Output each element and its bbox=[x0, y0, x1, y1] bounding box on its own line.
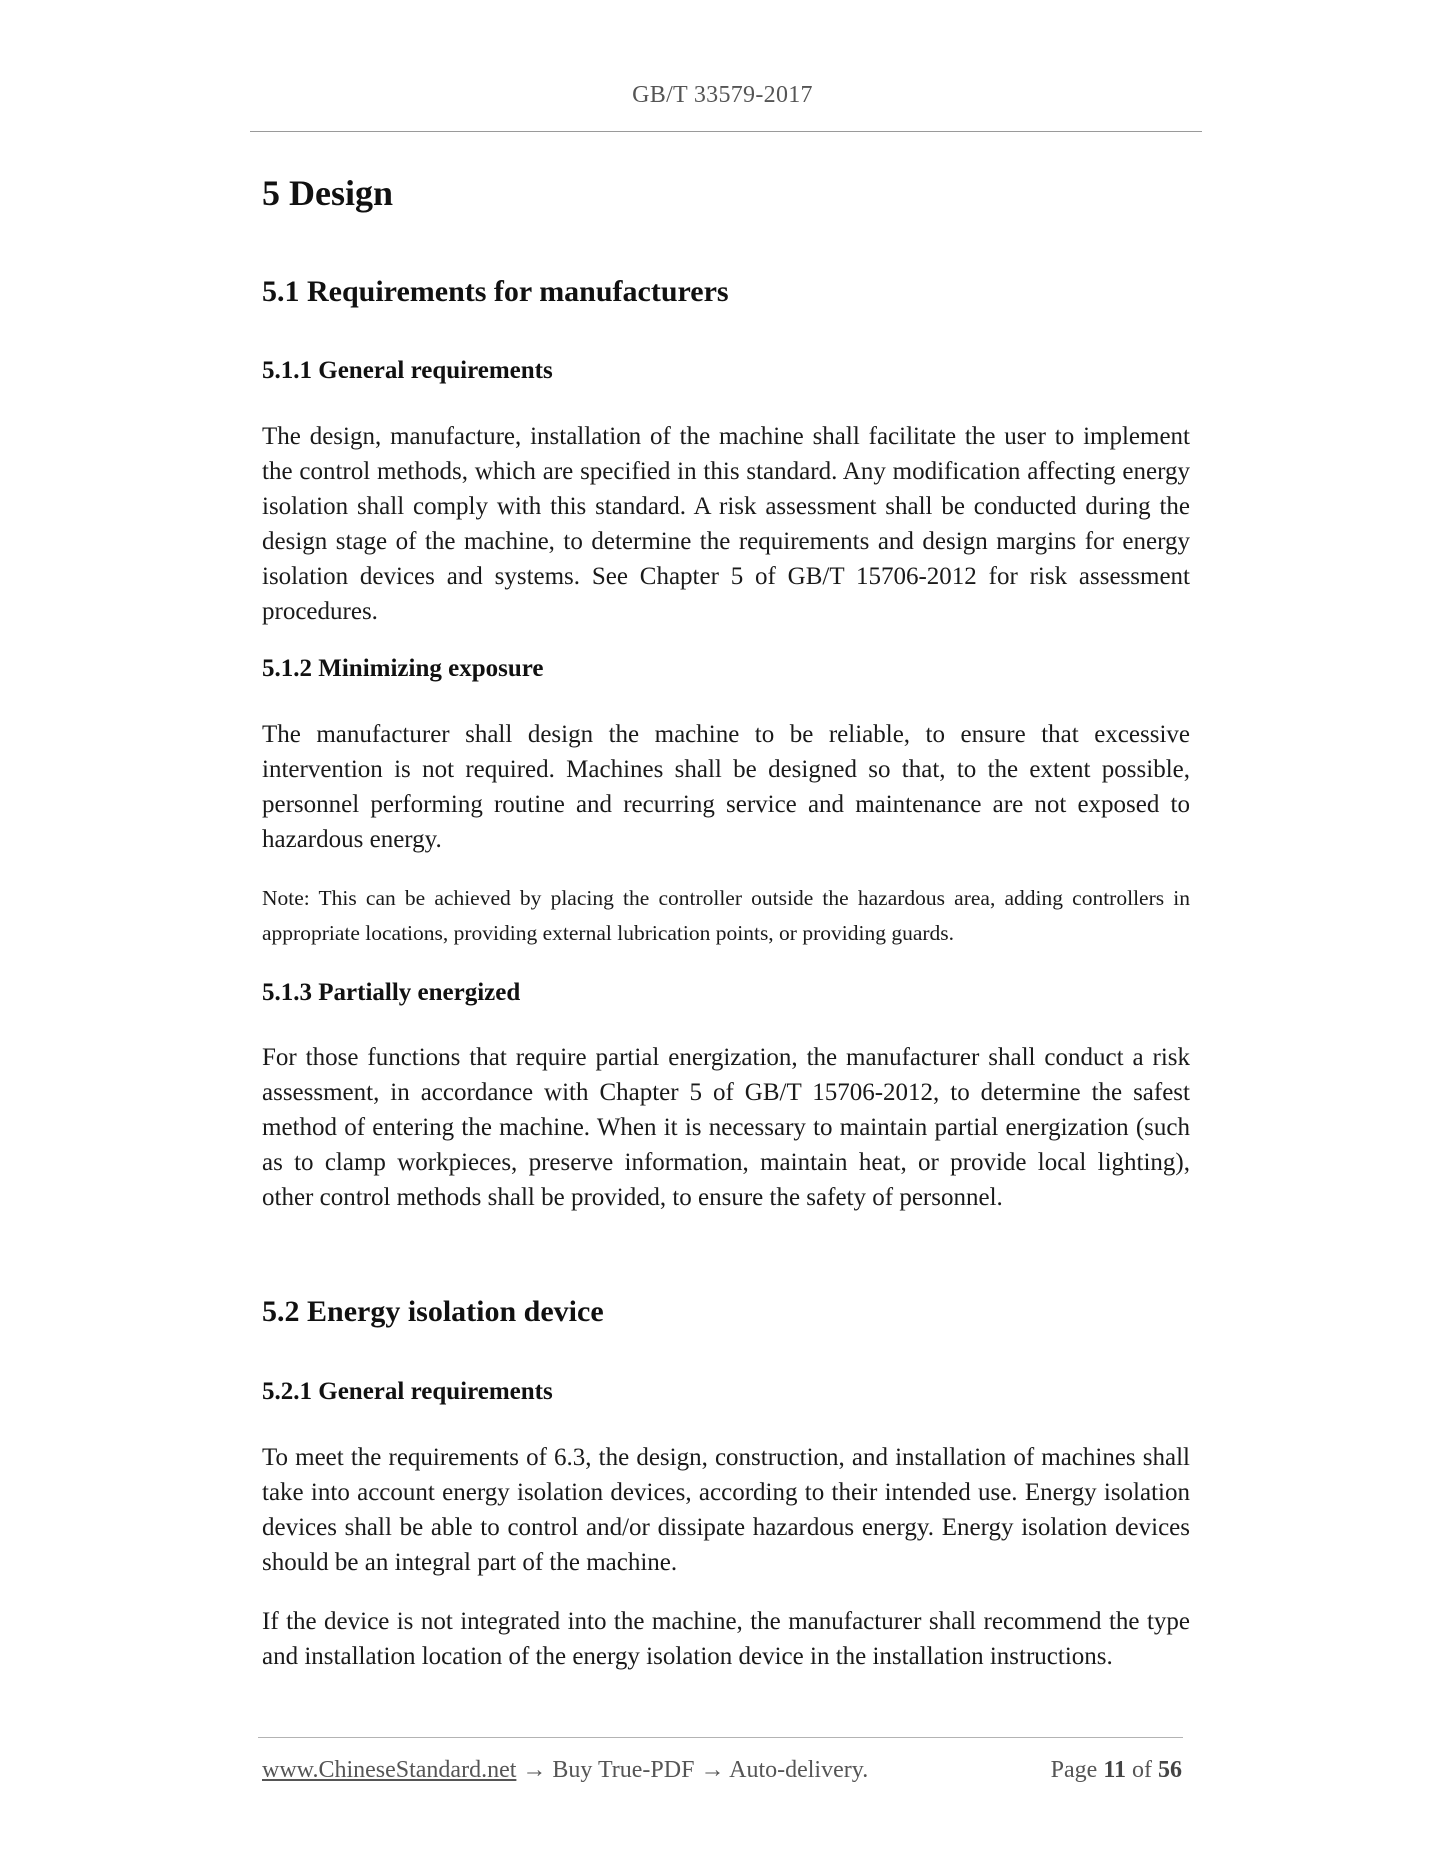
running-header: GB/T 33579-2017 bbox=[632, 82, 813, 108]
section-title: 5 Design bbox=[262, 173, 394, 213]
header-divider bbox=[250, 131, 1202, 132]
footer-promo-text: → Buy True-PDF → Auto-delivery. bbox=[516, 1757, 869, 1783]
paragraph-5-2-1-b: If the device is not integrated into the machine, the manufacturer shall recommend the type and installation location of the energy isolation device in the installation instructions. bbox=[262, 1608, 1190, 1670]
subsection-title-5-1: 5.1 Requirements for manufacturers bbox=[262, 275, 729, 308]
clause-title-5-1-1: 5.1.1 General requirements bbox=[262, 357, 553, 384]
page-indicator bbox=[1051, 1757, 1182, 1784]
clause-title-5-1-3: 5.1.3 Partially energized bbox=[262, 979, 521, 1006]
paragraph-5-2-1-a: To meet the requirements of 6.3, the design, construction, and installation of machines shall take into account energy isolation devices, according to their intended use. Energy isolation devices shall be able to control and/or dissipate hazardous energy. Energy isolation devices should be an integral part of the machine. bbox=[262, 1444, 1190, 1576]
clause-title-5-2-1: 5.2.1 General requirements bbox=[262, 1378, 553, 1405]
page-number: 11 bbox=[1103, 1757, 1126, 1783]
note-5-1-2: Note: This can be achieved by placing the controller outside the hazardous area, adding controllers in appropriate locations, providing external lubrication points, or providing guards. bbox=[262, 886, 1190, 945]
of-label: of bbox=[1132, 1757, 1152, 1783]
paragraph-5-1-2: The manufacturer shall design the machine to be reliable, to ensure that excessive intervention is not required. Machines shall be designed so that, to the extent possible, personnel performing routine and recurring service and maintenance are not exposed to hazardous energy. bbox=[262, 721, 1190, 853]
page-total: 56 bbox=[1158, 1757, 1182, 1783]
subsection-title-5-2: 5.2 Energy isolation device bbox=[262, 1295, 604, 1328]
footer-divider bbox=[258, 1737, 1183, 1738]
chinesestandard-link[interactable]: www.ChineseStandard.net bbox=[262, 1757, 517, 1783]
paragraph-5-1-1: The design, manufacture, installation of the machine shall facilitate the user to implement the control methods, which are specified in this standard. Any modification affecting energy isolation shall comply with this standard. A risk assessment shall be conducted during the design stage of the machine, to determine the requirements and design margins for energy isolation devices and systems. See Chapter 5 of GB/T 15706-2012 for risk assessment procedures. bbox=[262, 423, 1190, 625]
paragraph-5-1-3: For those functions that require partial energization, the manufacturer shall conduct a risk assessment, in accordance with Chapter 5 of GB/T 15706-2012, to determine the safest method of entering the machine. When it is necessary to maintain partial energization (such as to clamp workpieces, preserve information, maintain heat, or provide local lighting), other control methods shall be provided, to ensure the safety of personnel. bbox=[262, 1044, 1190, 1211]
page-label: Page bbox=[1050, 1757, 1098, 1783]
clause-title-5-1-2: 5.1.2 Minimizing exposure bbox=[262, 655, 544, 682]
footer-promo bbox=[262, 1757, 868, 1784]
